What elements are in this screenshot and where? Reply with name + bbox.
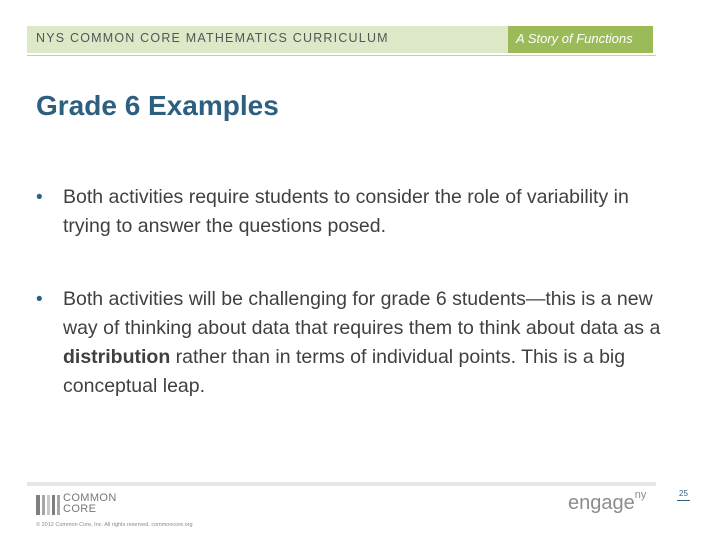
bullet-text: Both activities require students to consider the role of variability in trying to answer the questions posed. bbox=[63, 186, 629, 237]
slide-title: Grade 6 Examples bbox=[36, 90, 279, 121]
bullet-marker: • bbox=[36, 289, 43, 310]
engageny-logo bbox=[568, 489, 647, 515]
curriculum-label: NYS COMMON CORE MATHEMATICS CURRICULUM bbox=[36, 31, 389, 45]
bullet-text-before: Both activities will be challenging for grade 6 students—this is a new way of thinking about data that requires them to think about data as a bbox=[63, 288, 661, 339]
wordmark-line-2: CORE bbox=[63, 503, 97, 515]
bullet-list bbox=[36, 183, 676, 445]
header-divider bbox=[27, 55, 656, 56]
bullet-text-after: rather than in terms of individual points. This is a big conceptual leap. bbox=[63, 346, 626, 397]
series-label: A Story of Functions bbox=[516, 31, 633, 46]
footer-divider bbox=[27, 482, 656, 486]
engage-wordmark: engage bbox=[568, 492, 635, 514]
engage-sup: ny bbox=[634, 489, 647, 502]
common-core-wordmark bbox=[63, 493, 117, 515]
bullet-item bbox=[36, 183, 676, 241]
page-number: 25 bbox=[677, 489, 690, 501]
bullet-emphasis: distribution bbox=[63, 346, 171, 368]
bullet-item bbox=[36, 285, 676, 401]
bullet-text bbox=[63, 288, 660, 397]
common-core-logo-icon bbox=[36, 495, 60, 515]
bullet-marker: • bbox=[36, 187, 43, 208]
copyright-notice: © 2012 Common Core, Inc. All rights reserved. commoncore.org bbox=[36, 522, 193, 528]
wordmark-line-1: COMMON bbox=[63, 492, 117, 504]
